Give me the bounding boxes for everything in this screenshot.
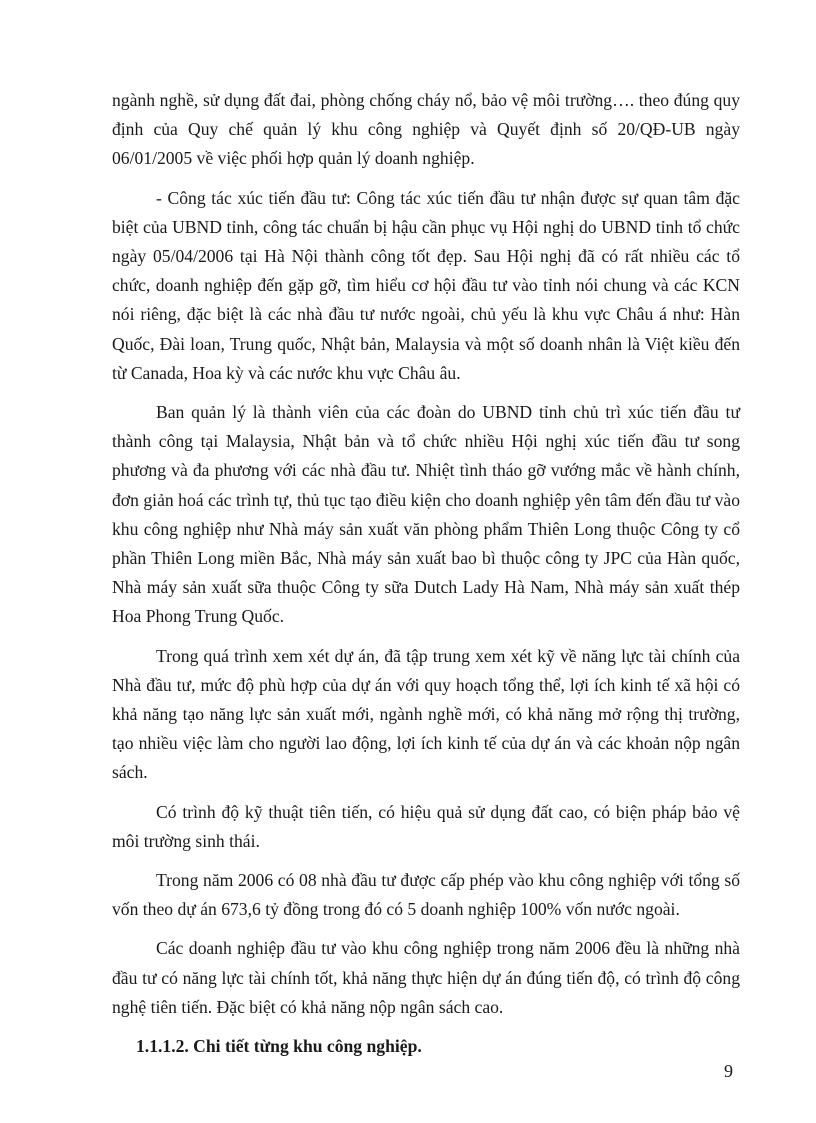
- paragraph-investment-promotion: - Công tác xúc tiến đầu tư: Công tác xúc tiến đầu tư nhận được sự quan tâm đặc biệt của UBND tỉnh, công tác chuẩn bị hậu cần phục vụ Hội nghị do UBND tỉnh tổ chức ngày 05/04/2006 tại Hà Nội thành công tốt đẹp. Sau Hội nghị đã có rất nhiều các tổ chức, doanh nghiệp đến gặp gỡ, tìm hiểu cơ hội đầu tư vào tỉnh nói chung và các KCN nói riêng, đặc biệt là các nhà đầu tư nước ngoài, chủ yếu là khu vực Châu á như: Hàn Quốc, Đài loan, Trung quốc, Nhật bản, Malaysia và một số doanh nhân là Việt kiều đến từ Canada, Hoa kỳ và các nước khu vực Châu âu.: [112, 187, 740, 383]
- paragraph-management-board: Ban quản lý là thành viên của các đoàn do UBND tỉnh chủ trì xúc tiến đầu tư thành công tại Malaysia, Nhật bản và tổ chức nhiều Hội nghị xúc tiến đầu tư song phương và đa phương với các nhà đầu tư. Nhiệt tình tháo gỡ vướng mắc về hành chính, đơn giản hoá các trình tự, thủ tục tạo điều kiện cho doanh nghiệp yên tâm đến đầu tư vào khu công nghiệp như Nhà máy sản xuất văn phòng phẩm Thiên Long thuộc Công ty cổ phần Thiên Long miền Bắc, Nhà máy sản xuất bao bì thuộc công ty JPC của Hàn quốc, Nhà máy sản xuất sữa thuộc Công ty sữa Dutch Lady Hà Nam, Nhà máy sản xuất thép Hoa Phong Trung Quốc.: [112, 402, 740, 627]
- paragraph-technology: Có trình độ kỹ thuật tiên tiến, có hiệu quả sử dụng đất cao, có biện pháp bảo vệ môi trường sinh thái.: [112, 801, 740, 851]
- document-page: [112, 86, 740, 1061]
- section-heading: 1.1.1.2. Chi tiết từng khu công nghiệp.: [136, 1036, 422, 1057]
- paragraph-investors-2006: Trong năm 2006 có 08 nhà đầu tư được cấp phép vào khu công nghiệp với tổng số vốn theo dự án 673,6 tỷ đồng trong đó có 5 doanh nghiệp 100% vốn nước ngoài.: [112, 870, 740, 920]
- paragraph-enterprises: Các doanh nghiệp đầu tư vào khu công nghiệp trong năm 2006 đều là những nhà đầu tư có năng lực tài chính tốt, khả năng thực hiện dự án đúng tiến độ, có trình độ công nghệ tiên tiến. Đặc biệt có khả năng nộp ngân sách cao.: [112, 938, 740, 1017]
- paragraph-continuation: ngành nghề, sử dụng đất đai, phòng chống cháy nổ, bảo vệ môi trường…. theo đúng quy định của Quy chế quản lý khu công nghiệp và Quyết định số 20/QĐ-UB ngày 06/01/2005 về việc phối hợp quản lý doanh nghiệp.: [112, 90, 740, 169]
- paragraph-project-review: Trong quá trình xem xét dự án, đã tập trung xem xét kỹ về năng lực tài chính của Nhà đầu tư, mức độ phù hợp của dự án với quy hoạch tổng thể, lợi ích kinh tế xã hội có khả năng tạo năng lực sản xuất mới, ngành nghề mới, có khả năng mở rộng thị trường, tạo nhiều việc làm cho người lao động, lợi ích kinh tế của dự án và các khoản nộp ngân sách.: [112, 645, 740, 783]
- page-number: 9: [724, 1061, 733, 1081]
